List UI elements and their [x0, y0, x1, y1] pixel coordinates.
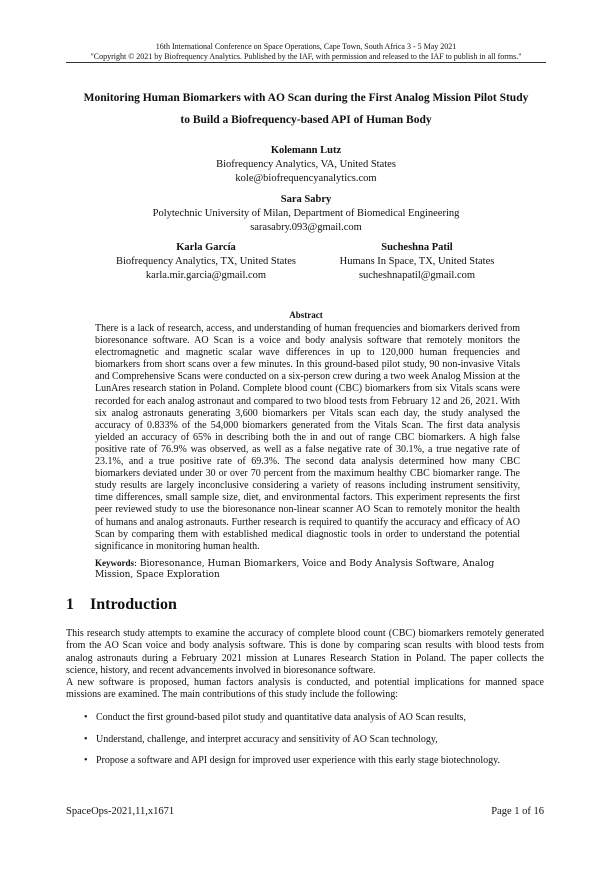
author-affiliation: Biofrequency Analytics, VA, United States: [216, 159, 396, 170]
list-item-text: Understand, challenge, and interpret accuracy and sensitivity of AO Scan technology,: [96, 734, 438, 745]
author-email[interactable]: karla.mir.garcia@gmail.com: [145, 270, 267, 281]
bullet-icon: •: [84, 734, 88, 745]
section-title: Introduction: [90, 596, 177, 613]
keywords: [95, 558, 520, 581]
footer-page-number: Page 1 of 16: [491, 806, 544, 817]
author-affiliation: Humans In Space, TX, United States: [339, 256, 495, 267]
copyright-line: "Copyright © 2021 by Biofrequency Analytics. Published by the IAF, with permission and released to the IAF to publish in all forms.": [90, 52, 522, 61]
list-item: [84, 712, 466, 724]
keywords-text: : Bioresonance, Human Biomarkers, Voice and Body Analysis Software, Analog Mission, Space Exploration: [95, 559, 495, 580]
list-item: [84, 755, 500, 767]
author-block: [40, 193, 572, 235]
author-email[interactable]: sucheshnapatil@gmail.com: [358, 270, 476, 281]
list-item-text: Propose a software and API design for improved user experience with this early stage biotechnology.: [96, 755, 500, 766]
author-affiliation: Polytechnic University of Milan, Department of Biomedical Engineering: [152, 208, 460, 219]
author-block: [96, 241, 316, 283]
list-item-text: Conduct the first ground-based pilot study and quantitative data analysis of AO Scan results,: [96, 712, 466, 723]
bullet-icon: •: [84, 755, 88, 766]
author-name: Karla García: [176, 242, 236, 253]
author-affiliation: Biofrequency Analytics, TX, United States: [115, 256, 297, 267]
author-email[interactable]: kole@biofrequencyanalytics.com: [235, 173, 377, 184]
paper-title-line-2: to Build a Biofrequency-based API of Human Body: [180, 114, 432, 126]
intro-text: This research study attempts to examine the accuracy of complete blood count (CBC) biomarkers remotely generated from the AO Scan voice and body analysis software. This is done by comparing scan results with blood tests from analog astronauts during a February 2021 mission at Lunares Research Station in Poland. The paper collects the science, history, and recent advancements involved in bioresonance software.: [66, 628, 544, 676]
footer-paper-id: SpaceOps-2021,11,x1671: [66, 806, 175, 817]
paper-title-line-1: Monitoring Human Biomarkers with AO Scan during the First Analog Mission Pilot Study: [83, 92, 529, 104]
bullet-icon: •: [84, 712, 88, 723]
abstract-text: There is a lack of research, access, and understanding of human frequencies and biomarkers derived from bioresonance software. AO Scan is a voice and body analysis software that remotely monitors the electromagnetic and magnetic scalar wave differences in up to 120,000 human frequencies and biomarkers from short scans over a few minutes. In this ground-based pilot study, 90 non-invasive Vitals and Comprehensive Scans were conducted on a six-person crew during a two week Analog Mission at the LunAres research station in Poland. Complete blood count (CBC) biomarkers from six Vitals scans were recorded for each analog astronaut and compared to two blood tests from February 12 and 26, 2021. With six analog astronauts generating 3,600 biomarkers per Vitals scan each day, the study analysed the accuracy of 0.833% of the 54,000 biomarkers generated from the Vitals Scan. The first data analysis yielded an accuracy of 65% in describing both the in and out of range CBC biomarkers. A high false positive rate of 76.9% was observed, as well as a false negative rate of 30.1%, a true negative rate of 23.1%, and a true positive rate of 69.3%. The second data analysis determined how many CBC biomarkers deviated under 30 or over 70 percent from the maximum healthy CBC biomarker range. The study results are largely inconclusive considering a variety of reasons including instrument sensitivity, time differences, small sample size, diet, and environmental factors. This experiment represents the first peer reviewed study to use the bioresonance non-linear scanner AO Scan to remotely monitor the health of humans and analog astronauts. Further research is required to quantify the accuracy and efficacy of AO Scan by comparing them with established medical diagnostic tools in order to understand the potential significance in monitoring human health.: [95, 323, 520, 552]
section-number: 1: [66, 596, 74, 613]
conference-line: 16th International Conference on Space Operations, Cape Town, South Africa 3 - 5 May 2021: [155, 42, 457, 51]
list-item: [84, 734, 438, 746]
section-heading: [66, 596, 177, 614]
keywords-label: Keywords: [95, 558, 134, 568]
intro-paragraph: [66, 628, 544, 702]
author-block: [316, 241, 518, 283]
author-block: [40, 144, 572, 186]
conference-header: [40, 42, 572, 62]
header-divider: [66, 62, 546, 63]
abstract-heading: Abstract: [289, 310, 323, 320]
author-name: Kolemann Lutz: [270, 145, 342, 156]
intro-text-2: A new software is proposed, human factors analysis is conducted, and potential implications for manned space missions are examined. The main contributions of this study include the following:: [66, 677, 544, 701]
author-email[interactable]: sarasabry.093@gmail.com: [250, 222, 362, 233]
author-name: Sara Sabry: [280, 194, 332, 205]
author-name: Sucheshna Patil: [381, 242, 453, 253]
